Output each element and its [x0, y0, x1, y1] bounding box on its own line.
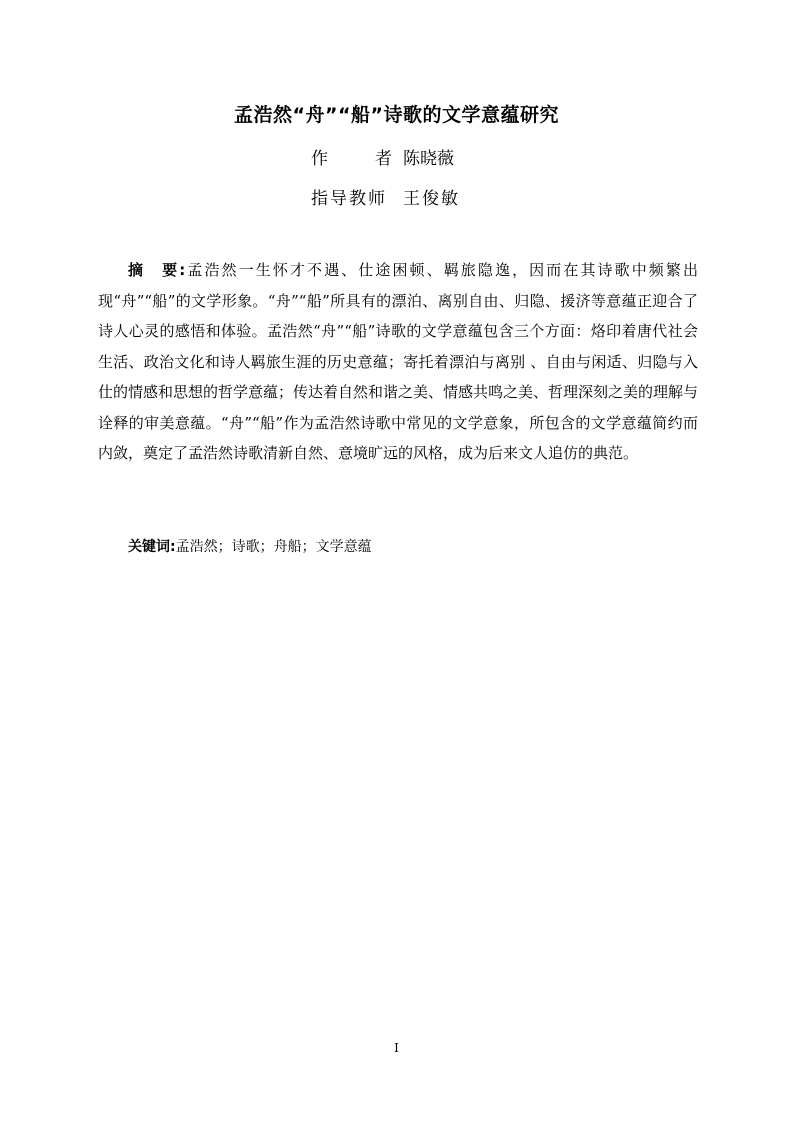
page-number: I — [394, 1041, 399, 1055]
author-label-char-2: 者 — [375, 149, 392, 169]
author-label-char-1: 作 — [311, 149, 328, 169]
document-title: 孟浩然“舟”“船”诗歌的文学意蕴研究 — [234, 104, 559, 126]
abstract-heading: 摘 要 — [128, 261, 180, 279]
author-name: 陈晓薇 — [403, 149, 454, 169]
keywords-heading: 关键词 — [128, 539, 170, 555]
advisor-label: 指导教师 — [311, 189, 387, 209]
abstract-text: 孟浩然一生怀才不遇、仕途困顿、羁旅隐逸，因而在其诗歌中频繁出现“舟”“船”的文学形象。“舟”“船”所具有的漂泊、离别自由、归隐、援济等意蕴正迎合了诗人心灵的感悟和体验。孟浩然“舟”“船”诗歌的文学意蕴包含三个方面：烙印着唐代社会生活、政治文化和诗人羁旅生涯的历史意蕴；寄托着漂泊与离别 、自由与闲适、归隐与入仕的情感和思想的哲学意蕴；传达着自然和谐之美、情感共鸣之美、哲理深刻之美的理解与诠释的审美意蕴。“舟”“船”作为孟浩然诗歌中常见的文学意象，所包含的文学意蕴简约而内敛，奠定了孟浩然诗歌清新自然、意境旷远的风格，成为后来文人追仿的典范。 — [98, 261, 699, 462]
advisor-name: 王俊敏 — [403, 189, 460, 209]
advisor-line — [311, 186, 460, 212]
keywords-separator: : — [170, 539, 176, 555]
abstract-paragraph — [98, 255, 698, 469]
author-line — [311, 146, 454, 172]
keywords-line — [128, 534, 372, 560]
keywords-text: 孟浩然；诗歌；舟船；文学意蕴 — [175, 539, 372, 555]
author-label — [311, 146, 403, 172]
abstract-separator: : — [179, 261, 186, 279]
